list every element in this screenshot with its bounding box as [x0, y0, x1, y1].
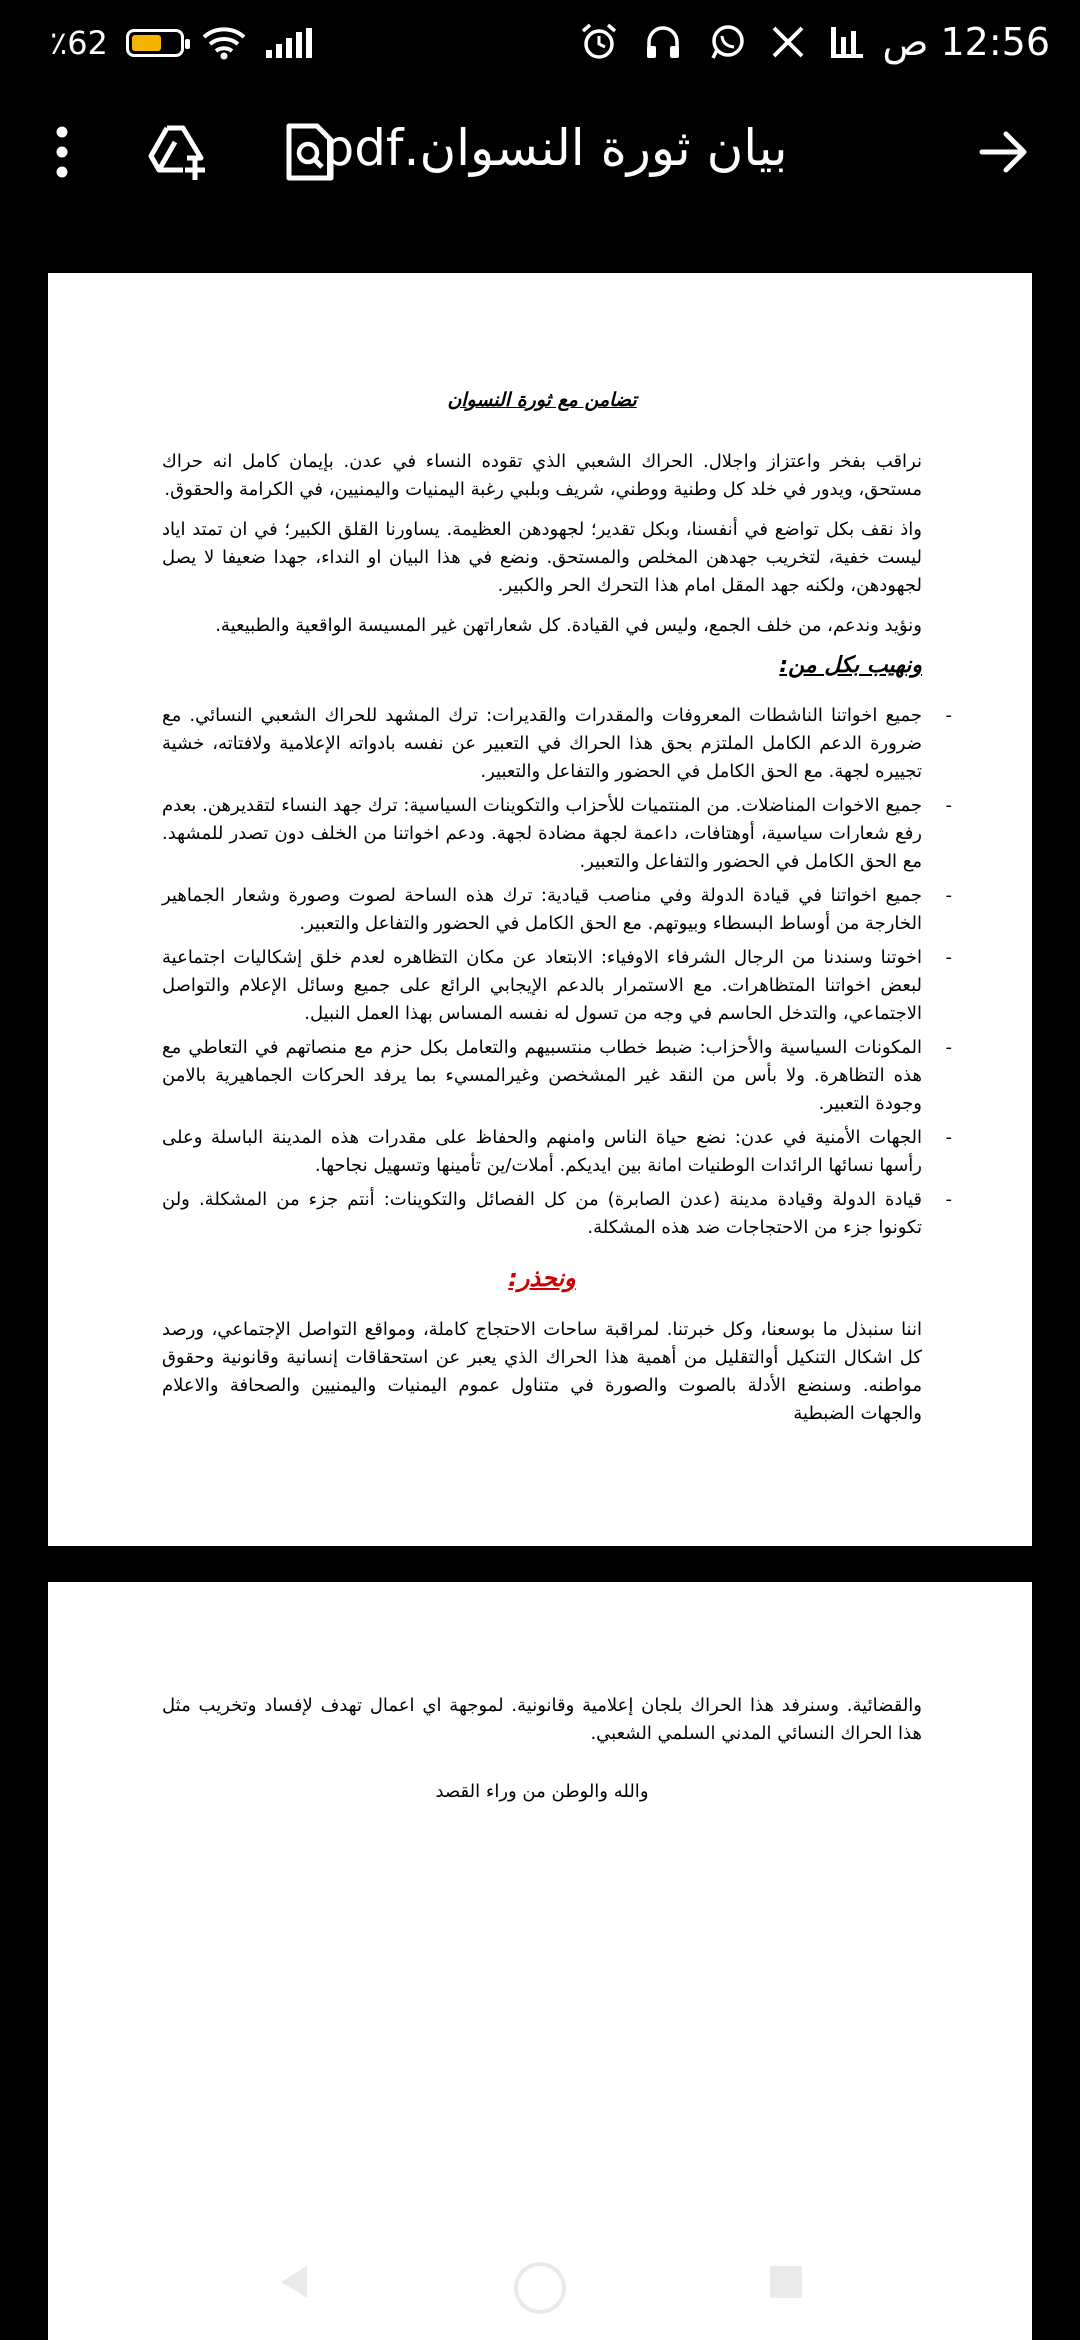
appeal-list	[162, 702, 922, 1242]
status-bar	[0, 0, 1080, 95]
appeal-item: - جميع اخواتنا في قيادة الدولة وفي مناصب قيادية: ترك هذه الساحة لصوت وصورة وشعار الجماهير الخارجة من أوساط البسطاء وبيوتهم. مع الحق الكامل في الحضور والتفاعل والتعبير.	[162, 882, 922, 938]
status-left	[50, 24, 314, 62]
appeal-item: - المكونات السياسية والأحزاب: ضبط خطاب منتسبيهم والتعامل بكل حزم مع منصاتهم في التعاطي مع هذه التظاهرة. ولا بأس من النقد غير المشخصن وغيرالمسيء بما يرفد الحركات الجماهيرية بالامن وجودة التعبير.	[162, 1034, 922, 1118]
system-nav-bar	[0, 2280, 1080, 2340]
battery-percent: ٪62	[50, 24, 108, 62]
intro-paragraph-3: ونؤيد وندعم، من خلف الجمع، وليس في القيادة. كل شعاراتهن غير المسيسة الواقعية والطبيعية.	[215, 615, 922, 636]
pdf-page-2	[48, 1582, 1032, 2340]
forward-arrow-icon[interactable]	[972, 120, 1036, 184]
closing-line: والله والوطن من وراء القصد	[435, 1781, 649, 1802]
page-1-content	[162, 386, 922, 1440]
bar-chart-icon	[829, 25, 865, 59]
appeal-item: - جميع الاخوات المناضلات. من المنتميات للأحزاب والتكوينات السياسية: ترك جهد النساء لتقديرهن. بعدم رفع شعارات سياسية، أوهتافات، داعمة لجهة مضادة لجهة. ودعم اخواتنا من الخلف دون تصدر للمشهد. مع الحق الكامل في الحضور والتفاعل والتعبير.	[162, 792, 922, 876]
appeal-heading: ونهيب بكل من:	[779, 653, 922, 678]
document-heading: تضامن مع ثورة النسوان	[447, 389, 637, 411]
headset-icon	[643, 22, 683, 62]
clock: 12:56 ص	[882, 20, 1050, 64]
intro-paragraph-1: نراقب بفخر واعتزاز واجلال. الحراك الشعبي الذي تقوده النساء في عدن. بإيمان كامل انه حراك مستحق، ويدور في خلد كل وطنية ووطني، شريف وبلبي رغبة اليمنيات واليمنيين، في الكرامة والحقوق.	[162, 451, 922, 500]
battery-icon	[126, 29, 184, 57]
warning-paragraph: اننا سنبذل ما بوسعنا، وكل خبرتنا. لمراقبة ساحات الاحتجاج كاملة، ومواقع التواصل الإجتماعي، ورصد كل اشكال التنكيل أوالتقليل من أهمية هذا الحراك الذي يعبر عن استحقاقات إنسانية وقانونية وحقوق مواطنه. وسنضع الأدلة بالصوت والصورة في متناول عموم اليمنيات واليمنيين والصحافة والاعلام والجهات الضبطية	[162, 1319, 922, 1424]
notification-icons	[579, 22, 865, 62]
whatsapp-icon	[707, 22, 747, 62]
more-vert-icon[interactable]	[30, 120, 94, 184]
x-icon	[771, 25, 805, 59]
warning-heading: ونحذر:	[508, 1264, 576, 1292]
alarm-icon	[579, 22, 619, 62]
appeal-item: - الجهات الأمنية في عدن: نضع حياة الناس وامنهم والحفاظ على مقدرات هذه المدينة الباسلة وعلى رأسها نسائها الرائدات الوطنيات امانة بين ايديكم. أملات/ين تأمينها وتسهيل نجاحها.	[162, 1124, 922, 1180]
appeal-item: - جميع اخواتنا الناشطات المعروفات والمقدرات والقديرات: ترك المشهد للحراك الشعبي النسائي. مع ضرورة الدعم الكامل الملتزم بحق هذا الحراك في التعبير عن نفسه بادواته الإعلامية ولافتاته، خشية تجييره لجهة. مع الحق الكامل في الحضور والتفاعل والتعبير.	[162, 702, 922, 786]
pdf-page-1	[48, 273, 1032, 1546]
app-bar	[0, 95, 1080, 210]
appeal-item: - اخوتنا وسندنا من الرجال الشرفاء الاوفياء: الابتعاد عن مكان التظاهره لعدم خلق إشكاليات اجتماعية لبعض اخواتنا المتظاهرات. مع الاستمرار بالدعم الإيجابي الرائع على جميع وسائل الإعلام والتواصل الاجتماعي، والتدخل الحاسم في وجه من تسول له نفسه المساس بهذا العمل النبيل.	[162, 944, 922, 1028]
intro-paragraph-2: واذ نقف بكل تواضع في أنفسنا، وبكل تقدير؛ لجهودهن العظيمة. يساورنا القلق الكبير؛ في ان تمتد اياد ليست خفية، لتخريب جهدهن المخلص والمستحق. ونضع في هذا البيان او النداء، جهدا ضعيفا لا يصل لجهودهن، ولكنه جهد المقل امام هذا التحرك الحر والكبير.	[162, 519, 922, 596]
document-title: بيان ثورة النسوان.pdf	[322, 119, 788, 177]
signal-icon	[264, 28, 314, 58]
page-2-content	[162, 1692, 922, 1818]
recents-square-icon[interactable]	[766, 2262, 806, 2302]
back-triangle-icon[interactable]	[275, 2262, 315, 2302]
appeal-item: - قيادة الدولة وقيادة مدينة (عدن الصابرة) من كل الفصائل والتكوينات: أنتم جزء من المشكلة. ولن تكونوا جزء من الاحتجاجات ضد هذه المشكلة.	[162, 1186, 922, 1242]
continuation-paragraph: والقضائية. وسنرفد هذا الحراك بلجان إعلامية وقانونية. لموجهة اي اعمال تهدف لإفساد وتخريب مثل هذا الحراك النسائي المدني السلمي الشعبي.	[162, 1695, 922, 1744]
home-circle-icon[interactable]	[512, 2260, 568, 2316]
wifi-icon	[202, 26, 246, 60]
